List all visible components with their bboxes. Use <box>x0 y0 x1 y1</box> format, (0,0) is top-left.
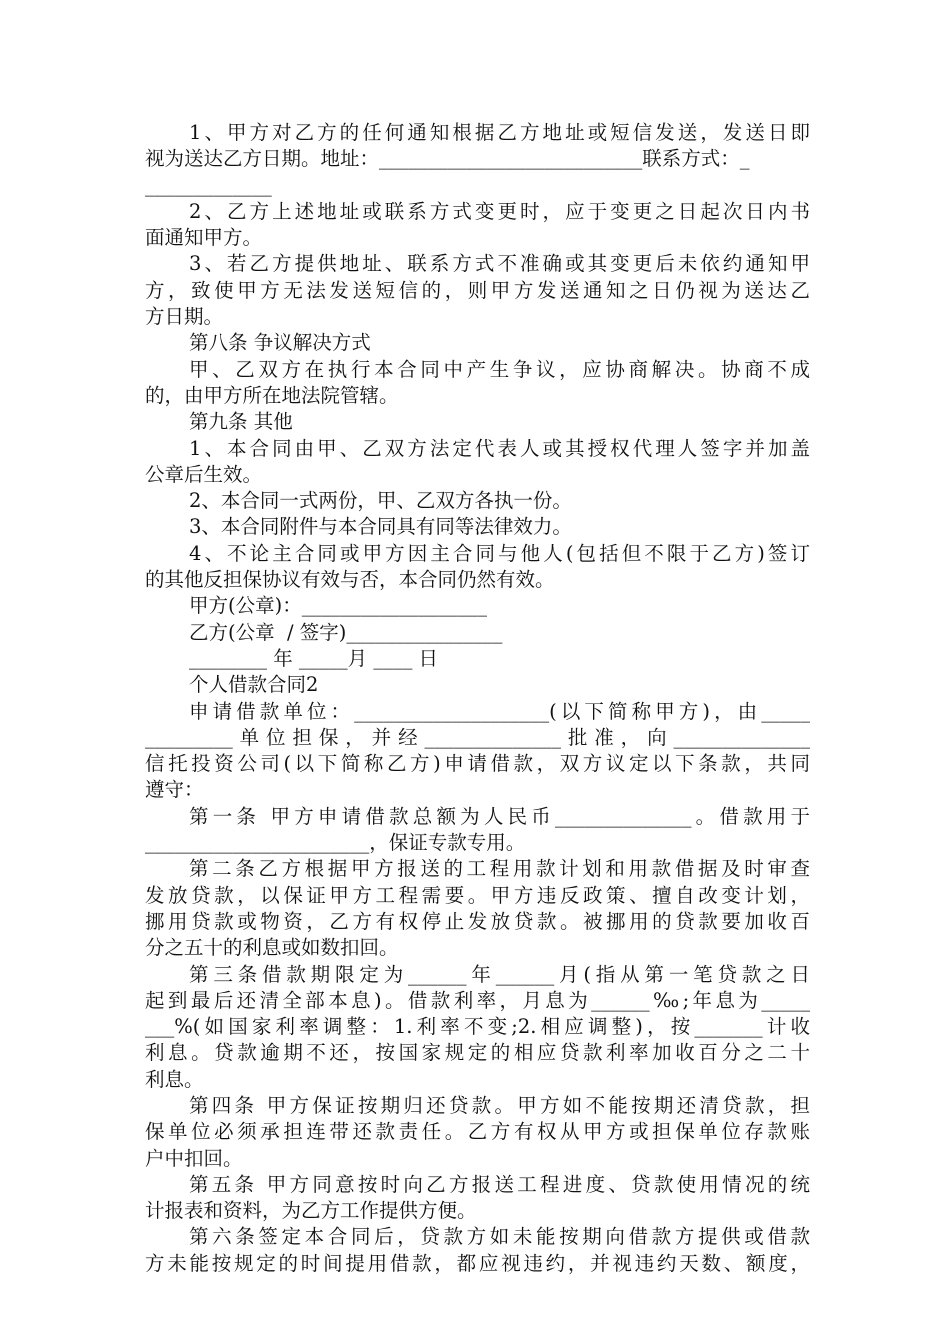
paragraph-line: 1、本合同由甲、乙双方法定代表人或其授权代理人签字并加盖 <box>189 436 810 460</box>
paragraph-line: 信托投资公司(以下简称乙方)申请借款，双方议定以下条款，共同 <box>145 752 810 776</box>
paragraph-line: 方日期。 <box>145 305 224 329</box>
paragraph-line: 的其他反担保协议有效与否，本合同仍然有效。 <box>145 568 555 592</box>
paragraph-line: 利息。贷款逾期不还，按国家规定的相应贷款利率加收百分之二十 <box>145 1041 810 1065</box>
paragraph-line: 的，由甲方所在地法院管辖。 <box>145 383 399 407</box>
paragraph-line: 第三条借款期限定为______年______月(指从第一笔贷款之日 <box>189 962 810 986</box>
paragraph-line: 甲、乙双方在执行本合同中产生争议，应协商解决。协商不成 <box>189 357 810 381</box>
document-page <box>145 120 810 1277</box>
paragraph-line: 1、甲方对乙方的任何通知根据乙方地址或短信发送，发送日即 <box>189 121 810 144</box>
paragraph-line: 遵守： <box>145 778 204 802</box>
paragraph-line: 起到最后还清全部本息)。借款利率，月息为______‰;年息为_____ <box>145 988 810 1012</box>
paragraph-line: 2、乙方上述地址或联系方式变更时，应于变更之日起次日内书 <box>189 199 810 223</box>
paragraph-line: 公章后生效。 <box>145 462 263 486</box>
date-line: ________ 年 _____月 ____ 日 <box>189 646 439 670</box>
paragraph-line: ___%(如国家利率调整：1.利率不变;2.相应调整)，按_______计收 <box>145 1015 810 1039</box>
paragraph-line: 发放贷款，以保证甲方工程需要。甲方违反政策、擅自改变计划， <box>145 883 810 907</box>
paragraph-line: _________单位担保，并经______________批准，向______________ <box>145 725 810 749</box>
paragraph-line: 3、若乙方提供地址、联系方式不准确或其变更后未依约通知甲 <box>189 252 810 276</box>
party-b-seal-line: 乙方(公章 / 签字)________________ <box>189 620 503 644</box>
paragraph-line: 第六条签定本合同后，贷款方如未能按期向借款方提供或借款 <box>189 1225 810 1249</box>
paragraph-line: 4、不论主合同或甲方因主合同与他人(包括但不限于乙方)签订 <box>189 541 810 565</box>
paragraph-line: 挪用贷款或物资，乙方有权停止发放贷款。被挪用的贷款要加收百 <box>145 909 810 933</box>
paragraph-line: _______________________，保证专款专用。 <box>145 831 526 855</box>
party-a-seal-line: 甲方(公章)：___________________ <box>189 594 487 618</box>
paragraph-line: 面通知甲方。 <box>145 226 263 250</box>
section-heading: 第九条 其他 <box>189 410 293 434</box>
paragraph-line: 视为送达乙方日期。地址：___________________________联系方式：_ <box>145 147 750 171</box>
paragraph-line: 第五条 甲方同意按时向乙方报送工程进度、贷款使用情况的统 <box>189 1172 810 1196</box>
paragraph-line: 户中扣回。 <box>145 1146 243 1170</box>
paragraph-line: 第一条 甲方申请借款总额为人民币______________。借款用于 <box>189 804 810 828</box>
paragraph-line: 2、本合同一式两份，甲、乙双方各执一份。 <box>189 489 572 513</box>
paragraph-line: 方未能按规定的时间提用借款，都应视违约，并视违约天数、额度， <box>145 1251 810 1275</box>
paragraph-line: 计报表和资料，为乙方工作提供方便。 <box>145 1199 477 1223</box>
paragraph-line: 利息。 <box>145 1067 204 1091</box>
paragraph-line: 第四条 甲方保证按期归还贷款。甲方如不能按期还清贷款，担 <box>189 1093 810 1117</box>
section-heading: 第八条 争议解决方式 <box>189 331 371 355</box>
paragraph-line: 分之五十的利息或如数扣回。 <box>145 936 399 960</box>
paragraph-line: 保单位必须承担连带还款责任。乙方有权从甲方或担保单位存款账 <box>145 1120 810 1144</box>
paragraph-line: 申请借款单位：____________________(以下简称甲方)，由_____ <box>189 699 810 723</box>
contract-title: 个人借款合同2 <box>189 673 319 697</box>
paragraph-line: 3、本合同附件与本合同具有同等法律效力。 <box>189 515 572 539</box>
paragraph-line: _____________ <box>145 173 272 197</box>
paragraph-line: 方，致使甲方无法发送短信的，则甲方发送通知之日仍视为送达乙 <box>145 278 810 302</box>
paragraph-line: 第二条乙方根据甲方报送的工程用款计划和用款借据及时审查 <box>189 857 810 881</box>
